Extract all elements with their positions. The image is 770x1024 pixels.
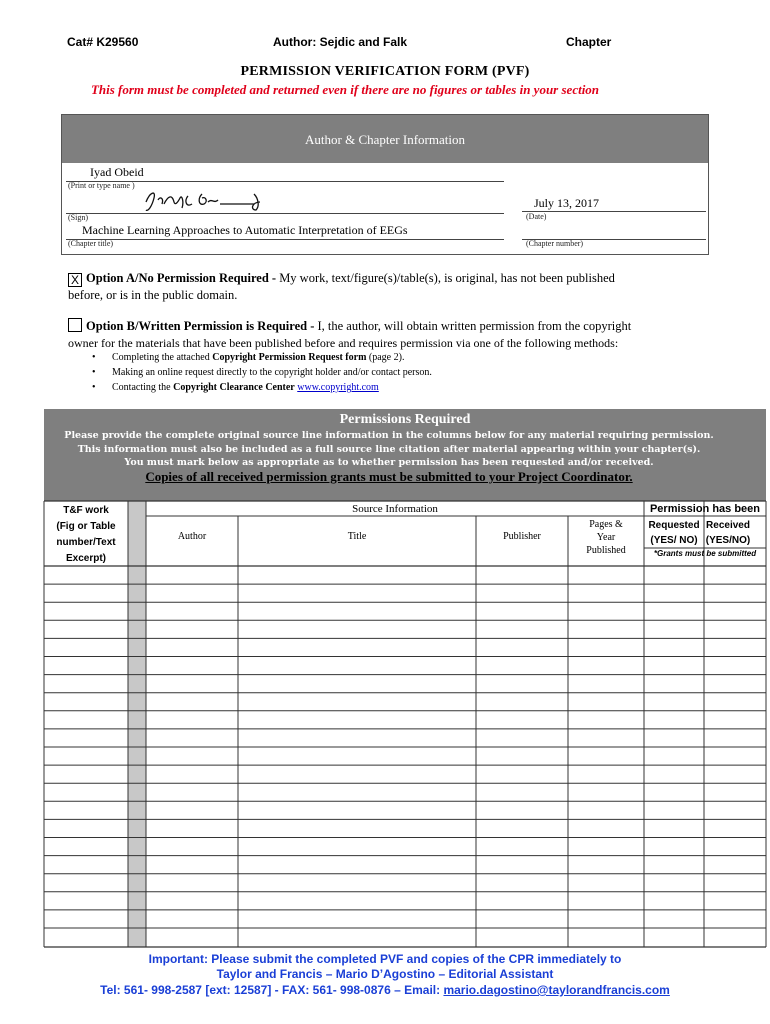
footer-contact-details: Tel: 561- 998-2587 [ext: 12587] - FAX: 561- 998-0876 – Email: mario.dagostino@taylorandfrancis.com <box>100 983 670 997</box>
received-column-header: Received (YES/NO) <box>705 520 751 546</box>
date-caption: (Date) <box>526 212 547 221</box>
tf-work-header: T&F work (Fig or Table number/Text Excerpt) <box>56 505 116 564</box>
bullet-bold: Copyright Clearance Center <box>173 382 295 393</box>
author-chapter-info-box <box>61 114 709 255</box>
footer-email-link[interactable]: mario.dagostino@taylorandfrancis.com <box>443 983 670 997</box>
signature-image <box>142 188 282 214</box>
permission-has-been-header: Permission has been <box>649 503 761 515</box>
option-b-text-line1: I, the author, will obtain written permission from the copyright <box>314 319 632 333</box>
author-chapter-info-heading: Author & Chapter Information <box>62 115 708 163</box>
author-name-field[interactable]: Iyad Obeid <box>90 165 144 179</box>
publisher-column-header: Publisher <box>503 531 541 542</box>
permissions-instruction-3: You must mark below as appropriate as to whether permission has been requested and/or received. <box>124 457 654 468</box>
footer-contact-name: Taylor and Francis – Mario D’Agostino – Editorial Assistant <box>216 967 554 981</box>
permissions-required-panel <box>44 409 766 501</box>
bullet-text: (page 2). <box>366 352 405 363</box>
permissions-copies-notice: Copies of all received permission grants must be submitted to your Project Coordinator. <box>145 469 633 484</box>
bullet-text: Contacting the <box>112 382 174 393</box>
permissions-instruction-1: Please provide the complete original source line information in the columns below for any material requiring permission. <box>64 430 714 441</box>
chapter-number-caption: (Chapter number) <box>526 239 584 248</box>
option-a-text-line1: My work, text/figure(s)/table(s), is original, has not been published <box>276 271 615 285</box>
chapter-title-caption: (Chapter title) <box>68 239 114 248</box>
catalog-number: Cat# K29560 <box>67 35 139 49</box>
name-caption: (Print or type name ) <box>68 181 135 190</box>
option-a-label: Option A/No Permission Required - <box>86 271 277 285</box>
option-b-label: Option B/Written Permission is Required - <box>86 319 315 333</box>
option-a-text-line2: before, or is in the public domain. <box>68 288 238 302</box>
date-underline <box>522 211 706 212</box>
option-a <box>68 270 708 304</box>
sign-underline <box>66 213 504 214</box>
separator-column <box>128 501 146 947</box>
option-b <box>68 318 708 352</box>
footer-important: Important: Please submit the completed PVF and copies of the CPR immediately to <box>148 952 622 966</box>
author-column-header: Author <box>177 531 207 542</box>
grants-note: *Grants must be submitted <box>653 549 757 558</box>
form-subtitle: This form must be completed and returned even if there are no figures or tables in your section <box>90 82 600 97</box>
requested-column-header: Requested (YES/ NO) <box>648 520 700 546</box>
date-field[interactable]: July 13, 2017 <box>534 196 600 210</box>
bullet-text: Completing the attached <box>112 352 213 363</box>
option-b-checkbox[interactable] <box>68 318 82 332</box>
chapter-title-underline <box>66 239 504 240</box>
title-column-header: Title <box>347 531 367 542</box>
permissions-instruction-2: This information must also be included as a full source line citation after material appearing within your chapter(s). <box>77 444 701 455</box>
copyright-link[interactable]: www.copyright.com <box>297 382 379 393</box>
option-b-text-line2: owner for the materials that have been published before and requires permission via one of the following methods: <box>68 336 619 350</box>
chapter-header: Chapter <box>566 35 612 49</box>
chapter-title-field[interactable]: Machine Learning Approaches to Automatic Interpretation of EEGs <box>82 223 408 237</box>
form-title: PERMISSION VERIFICATION FORM (PVF) <box>240 64 530 79</box>
bullet-bold: Copyright Permission Request form <box>212 352 367 363</box>
option-a-checkbox[interactable]: X <box>68 273 82 287</box>
sign-caption: (Sign) <box>68 213 88 222</box>
signature-field[interactable] <box>142 188 282 214</box>
permissions-required-heading: Permissions Required <box>339 412 471 427</box>
pages-year-column-header: Pages & Year Published <box>586 519 626 556</box>
bullet-text: Making an online request directly to the copyright holder and/or contact person. <box>112 367 432 378</box>
source-information-header: Source Information <box>352 503 438 515</box>
author-header: Author: Sejdic and Falk <box>273 35 408 49</box>
